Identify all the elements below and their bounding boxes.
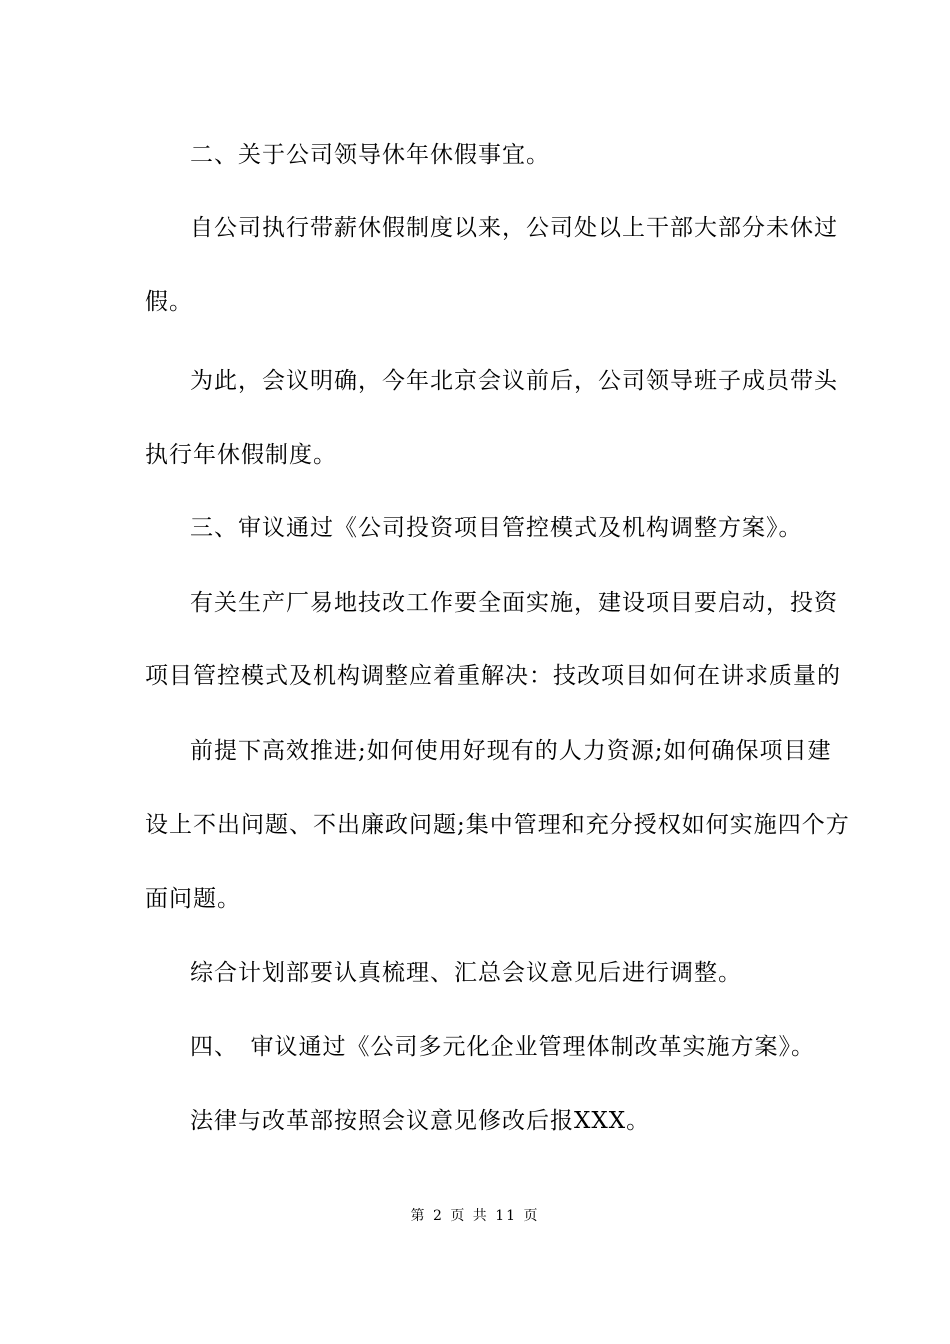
- footer-prefix: 第: [410, 1208, 427, 1224]
- footer-middle: 页 共: [450, 1208, 489, 1224]
- paragraph-line: 有关生产厂易地技改工作要全面实施，建设项目要启动，投资: [190, 590, 838, 616]
- paragraph-line: 面问题。: [145, 886, 241, 912]
- page-footer: [0, 1207, 950, 1225]
- section-heading-2: 二、关于公司领导休年休假事宜。: [190, 142, 550, 168]
- paragraph-line: 综合计划部要认真梳理、汇总会议意见后进行调整。: [190, 960, 742, 986]
- current-page-number: 2: [432, 1208, 444, 1224]
- paragraph-line: 为此，会议明确，今年北京会议前后，公司领导班子成员带头: [190, 368, 838, 394]
- paragraph-line: 自公司执行带薪休假制度以来，公司处以上干部大部分未休过: [190, 215, 838, 241]
- total-pages-number: 11: [495, 1208, 518, 1224]
- section-heading-3: 三、审议通过《公司投资项目管控模式及机构调整方案》。: [190, 515, 803, 541]
- section-heading-4: 四、 审议通过《公司多元化企业管理体制改革实施方案》。: [190, 1034, 815, 1060]
- paragraph-line: 法律与改革部按照会议意见修改后报XXX。: [190, 1108, 651, 1134]
- paragraph-line: 项目管控模式及机构调整应着重解决：技改项目如何在讲求质量的: [145, 663, 841, 689]
- paragraph-line: 前提下高效推进;如何使用好现有的人力资源;如何确保项目建: [190, 738, 832, 764]
- footer-suffix: 页: [523, 1208, 540, 1224]
- paragraph-line: 假。: [145, 289, 193, 315]
- paragraph-line: 设上不出问题、不出廉政问题;集中管理和充分授权如何实施四个方: [145, 812, 850, 838]
- paragraph-line: 执行年休假制度。: [145, 442, 337, 468]
